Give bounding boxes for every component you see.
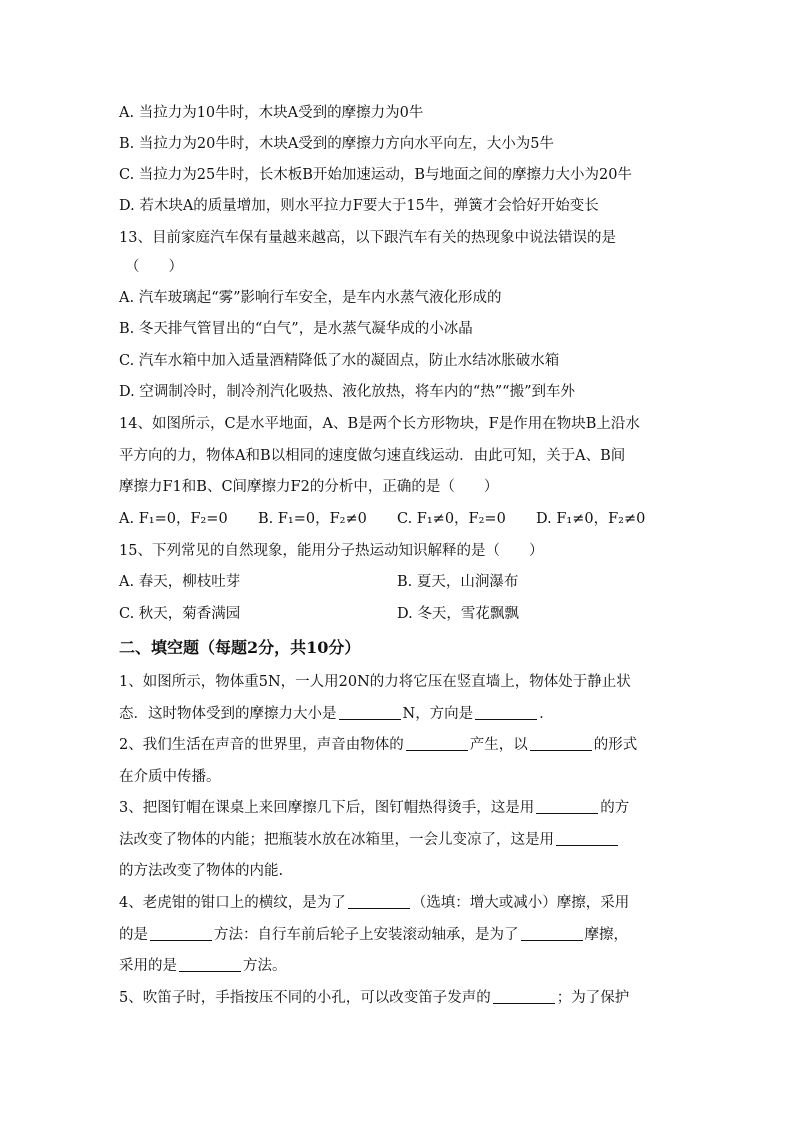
text-run: 采用的是 [119, 958, 177, 974]
fill-q3-line3: 的方法改变了物体的内能. [119, 863, 284, 879]
text-run: ；为了保护 [556, 990, 630, 1006]
q13-option-c: C. 汽车水箱中加入适量酒精降低了水的凝固点，防止水结冰胀破水箱 [119, 353, 560, 369]
q15-option-b: B. 夏天，山涧瀑布 [397, 574, 519, 590]
q12-option-b: B. 当拉力为20牛时，木块A受到的摩擦力方向水平向左，大小为5牛 [119, 136, 555, 152]
q15-option-c: C. 秋天，菊香满园 [119, 606, 241, 622]
answer-blank[interactable] [475, 705, 537, 720]
answer-blank[interactable] [530, 736, 592, 751]
fill-q4-line1 [119, 893, 629, 913]
q14-stem-1: 14、如图所示，C是水平地面，A、B是两个长方形物块，F是作用在物块B上沿水 [119, 416, 640, 432]
text-run: 方法。 [243, 958, 287, 974]
q14-stem-3: 摩擦力F1和B、C间摩擦力F2的分析中，正确的是（ ） [119, 479, 499, 495]
section-2-heading: 二、填空题（每题2分，共10分） [119, 638, 361, 657]
answer-blank[interactable] [556, 831, 618, 846]
fill-q1-line2 [119, 704, 554, 724]
text-run: （选填：增大或减小）摩擦，采用 [411, 895, 630, 911]
answer-blank[interactable] [493, 989, 555, 1004]
fill-q5-line1 [119, 988, 629, 1008]
q14-option-a: A. F₁=0，F₂=0 [119, 511, 228, 527]
text-run: 3、把图钉帽在课桌上来回摩擦几下后，图钉帽热得烫手，这是用 [119, 800, 535, 816]
q14-option-d: D. F₁≠0，F₂≠0 [536, 511, 646, 527]
q14-option-b: B. F₁=0，F₂≠0 [258, 511, 367, 527]
q15-option-d: D. 冬天，雪花飘飘 [397, 606, 519, 622]
answer-blank[interactable] [150, 926, 212, 941]
q12-option-c: C. 当拉力为25牛时，长木板B开始加速运动，B与地面之间的摩擦力大小为20牛 [119, 167, 633, 183]
text-run: 的形式 [593, 737, 638, 753]
answer-blank[interactable] [179, 957, 241, 972]
text-run: 法改变了物体的内能；把瓶装水放在冰箱里，一会儿变凉了，这是用 [119, 832, 554, 848]
fill-q2-line1 [119, 735, 637, 755]
q12-option-d: D. 若木块A的质量增加，则水平拉力F要大于15牛，弹簧才会恰好开始变长 [119, 198, 599, 214]
text-run: 摩擦， [584, 927, 628, 943]
answer-blank[interactable] [521, 926, 583, 941]
q13-stem: 13、目前家庭汽车保有量越来越高，以下跟汽车有关的热现象中说法错误的是 [119, 230, 616, 246]
text-run: 4、老虎钳的钳口上的横纹，是为了 [119, 895, 346, 911]
q12-option-a: A. 当拉力为10牛时，木块A受到的摩擦力为0牛 [119, 105, 424, 121]
text-run: 方法：自行车前后轮子上安装滚动轴承，是为了 [214, 927, 519, 943]
answer-blank[interactable] [406, 736, 468, 751]
text-run: 2、我们生活在声音的世界里，声音由物体的 [119, 737, 404, 753]
text-run: ． [539, 706, 554, 722]
text-run: 的是 [119, 927, 148, 943]
q15-option-a: A. 春天，柳枝吐芽 [119, 574, 241, 590]
answer-blank[interactable] [536, 799, 598, 814]
q15-stem: 15、下列常见的自然现象，能用分子热运动知识解释的是（ ） [119, 543, 544, 559]
fill-q3-line2 [119, 830, 620, 850]
fill-q3-line1 [119, 798, 629, 818]
text-run: 的方 [600, 800, 630, 816]
text-run: 产生，以 [469, 737, 528, 753]
fill-q2-line2: 在介质中传播。 [119, 769, 221, 785]
text-run: 5、吹笛子时，手指按压不同的小孔，可以改变笛子发声的 [119, 990, 491, 1006]
q13-answer-paren: （ ） [125, 259, 183, 275]
text-run: 态．这时物体受到的摩擦力大小是 [119, 706, 337, 722]
q13-option-a: A. 汽车玻璃起“雾”影响行车安全，是车内水蒸气液化形成的 [119, 290, 502, 306]
q14-option-c: C. F₁≠0，F₂=0 [397, 511, 506, 527]
text-run: N，方向是 [402, 706, 474, 722]
q13-option-d: D. 空调制冷时，制冷剂汽化吸热、液化放热，将车内的“热”“搬”到车外 [119, 384, 575, 400]
fill-q1-line1: 1、如图所示，物体重5N，一人用20N的力将它压在竖直墙上，物体处于静止状 [119, 674, 631, 690]
answer-blank[interactable] [339, 705, 401, 720]
q14-stem-2: 平方向的力，物体A和B以相同的速度做匀速直线运动．由此可知，关于A、B间 [119, 448, 626, 464]
fill-q4-line2 [119, 925, 628, 945]
answer-blank[interactable] [348, 894, 410, 909]
fill-q4-line3 [119, 956, 287, 976]
q13-option-b: B. 冬天排气管冒出的“白气”，是水蒸气凝华成的小冰晶 [119, 321, 473, 337]
